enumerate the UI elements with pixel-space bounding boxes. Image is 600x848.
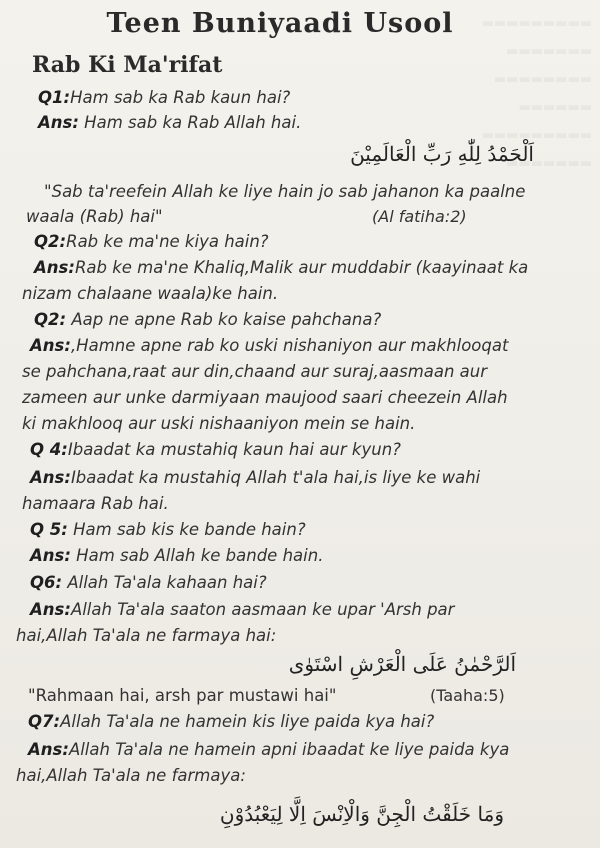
answer-text: Ham sab Allah ke bande hain.: [70, 546, 324, 565]
answer-text: Ibaadat ka mustahiq Allah t'ala hai,is liye ke wahi: [70, 468, 481, 487]
answer-label: Ans:: [30, 336, 71, 355]
question-text: Ham sab kis ke bande hain?: [67, 520, 306, 539]
question-text: Allah Ta'ala ne hamein kis liye paida kya hai?: [60, 712, 435, 731]
question-label: Q6:: [30, 573, 63, 592]
answer-7-line-2: hai,Allah Ta'ala ne farmaya:: [16, 766, 246, 785]
question-text: Allah Ta'ala kahaan hai?: [62, 573, 267, 592]
answer-text: Allah Ta'ala saaton aasmaan ke upar 'Arsh par: [70, 600, 455, 619]
question-label: Q 4:: [30, 440, 68, 459]
answer-3-line-1: [30, 336, 508, 355]
question-7: [28, 712, 434, 731]
answer-3-line-3: zameen aur unke darmiyaan maujood saari cheezein Allah: [22, 388, 508, 407]
answer-5: [30, 546, 323, 565]
question-label: Q7:: [28, 712, 61, 731]
question-text: Ibaadat ka mustahiq kaun hai aur kyun?: [67, 440, 401, 459]
answer-6-line-2: hai,Allah Ta'ala ne farmaya hai:: [16, 626, 277, 645]
verse-2-reference: (Taaha:5): [430, 686, 505, 705]
question-text: Aap ne apne Rab ko kaise pahchana?: [66, 310, 382, 329]
answer-1: [38, 113, 301, 132]
question-2: [34, 232, 269, 251]
answer-label: Ans:: [30, 546, 71, 565]
answer-label: Ans:: [28, 740, 69, 759]
question-label: Q2:: [34, 310, 67, 329]
verse-1-translation-line-1: "Sab ta'reefein Allah ke liye hain jo sab jahanon ka paalne: [44, 182, 526, 201]
answer-text: ,Hamne apne rab ko uski nishaniyon aur makhlooqat: [70, 336, 509, 355]
question-label: Q1:: [38, 88, 71, 107]
answer-7-line-1: [28, 740, 509, 759]
question-text: Ham sab ka Rab kaun hai?: [70, 88, 291, 107]
question-text: Rab ke ma'ne kiya hain?: [66, 232, 269, 251]
answer-label: Ans:: [30, 600, 71, 619]
answer-label: Ans:: [30, 468, 71, 487]
verse-1-arabic: اَلْحَمْدُ لِلّٰهِ رَبِّ الْعَالَمِيْنَ: [350, 142, 534, 166]
question-label: Q2:: [34, 232, 67, 251]
question-6: [30, 573, 267, 592]
verse-1-translation-line-2: waala (Rab) hai": [26, 207, 163, 226]
answer-text: Allah Ta'ala ne hamein apni ibaadat ke liye paida kya: [68, 740, 510, 759]
answer-label: Ans:: [34, 258, 75, 277]
answer-label: Ans:: [38, 113, 79, 132]
verse-2-arabic: اَلرَّحْمٰنُ عَلَى الْعَرْشِ اسْتَوٰى: [288, 652, 516, 676]
verse-1-reference: (Al fatiha:2): [372, 207, 467, 226]
answer-4-line-1: [30, 468, 480, 487]
page-title: Teen Buniyaadi Usool: [106, 8, 454, 39]
bleed-through-texture: ▬▬▬▬▬▬▬▬▬ ▬▬▬▬▬▬▬ ▬▬▬▬▬▬▬▬ ▬▬▬▬▬▬ ▬▬▬▬▬▬▬▬▬ ▬▬▬▬▬▬▬: [481, 16, 592, 171]
answer-2-line-1: [34, 258, 528, 277]
verse-2-translation: "Rahmaan hai, arsh par mustawi hai": [28, 686, 337, 705]
answer-3-line-2: se pahchana,raat aur din,chaand aur suraj,aasmaan aur: [22, 362, 488, 381]
answer-4-line-2: hamaara Rab hai.: [22, 494, 169, 513]
question-1: [38, 88, 290, 107]
question-5: [30, 520, 306, 539]
answer-2-line-2: nizam chalaane waala)ke hain.: [22, 284, 279, 303]
verse-3-arabic: وَمَا خَلَقْتُ الْجِنَّ وَالْاِنْسَ اِلَّا لِيَعْبُدُوْنِ: [219, 802, 504, 826]
answer-3-line-4: ki makhlooq aur uski nishaaniyon mein se hain.: [22, 414, 416, 433]
answer-text: Ham sab ka Rab Allah hai.: [78, 113, 302, 132]
question-3: [34, 310, 381, 329]
question-4: [30, 440, 401, 459]
question-label: Q 5:: [30, 520, 68, 539]
answer-text: Rab ke ma'ne Khaliq,Malik aur muddabir (kaayinaat ka: [74, 258, 529, 277]
answer-6-line-1: [30, 600, 454, 619]
section-subtitle: Rab Ki Ma'rifat: [32, 52, 223, 78]
